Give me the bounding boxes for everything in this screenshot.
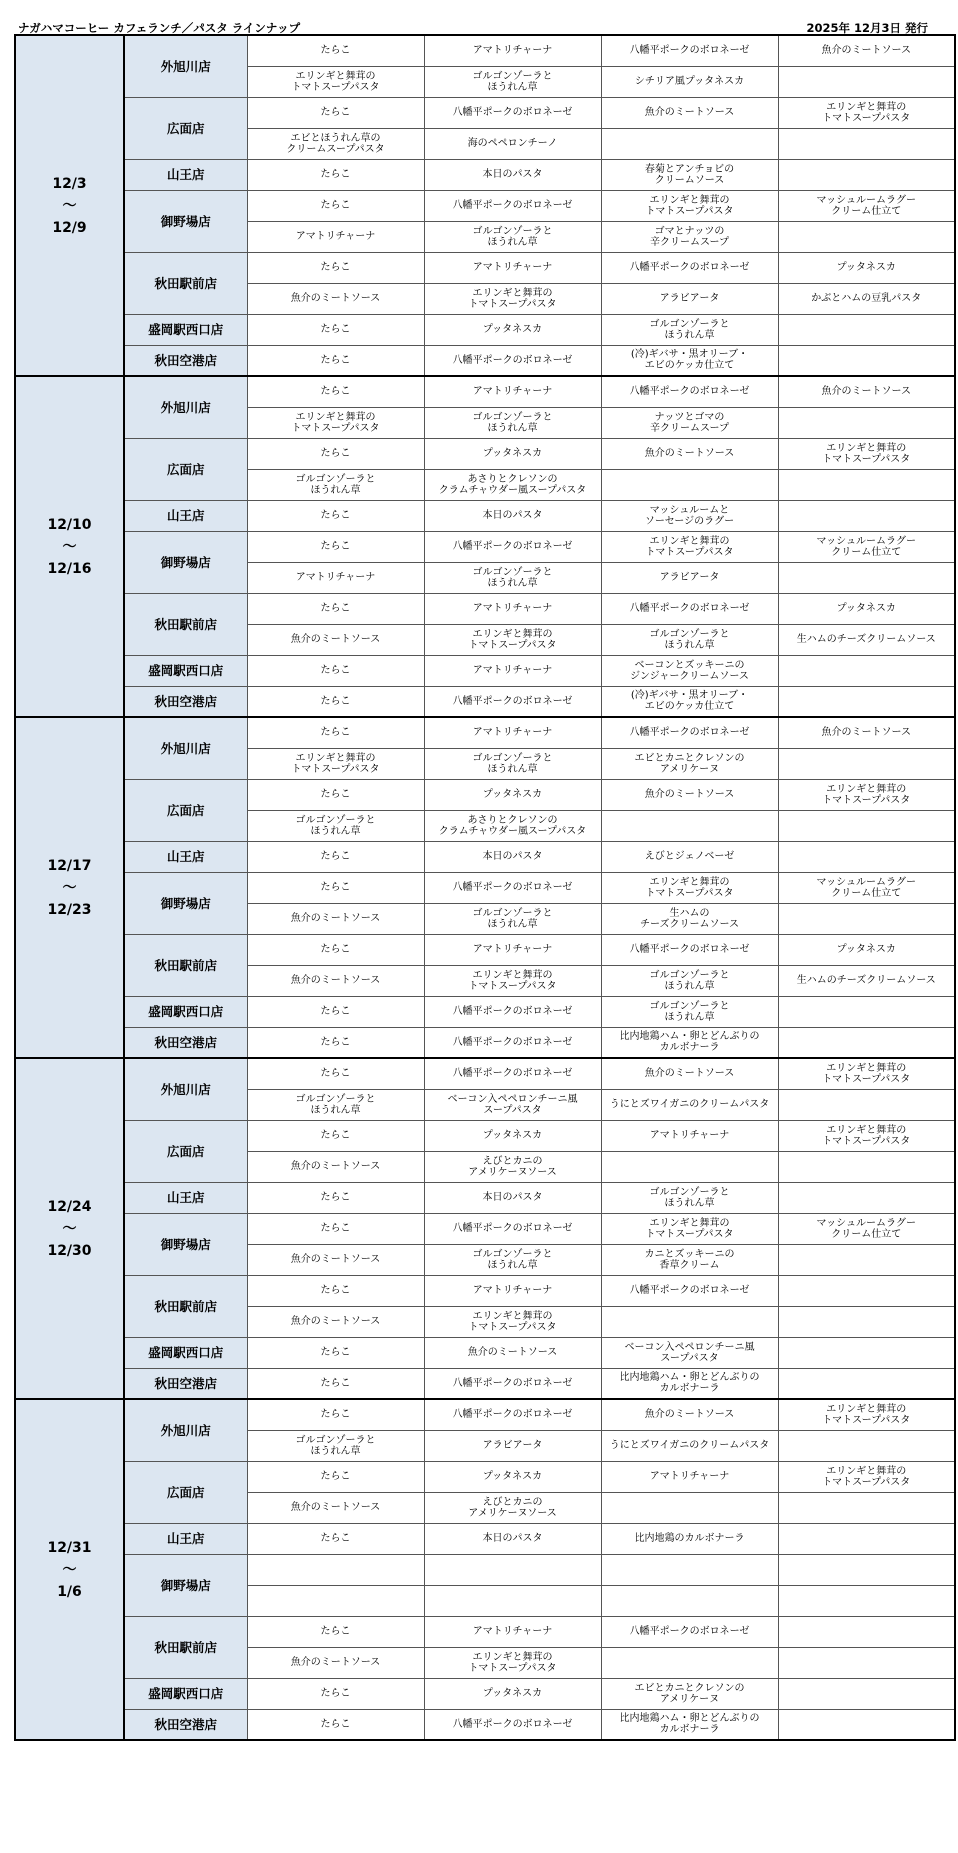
menu-item-cell: たらこ bbox=[247, 996, 424, 1027]
menu-item-cell: たらこ bbox=[247, 934, 424, 965]
menu-item-cell bbox=[778, 1151, 955, 1182]
menu-item-cell: アマトリチャーナ bbox=[424, 1275, 601, 1306]
table-row bbox=[15, 841, 955, 872]
menu-item-cell: 八幡平ポークのボロネーゼ bbox=[601, 934, 778, 965]
menu-item-cell: ゴルゴンゾーラと ほうれん草 bbox=[424, 66, 601, 97]
menu-item-cell bbox=[778, 1647, 955, 1678]
page-title: ナガハマコーヒー カフェランチ／パスタ ラインナップ bbox=[18, 21, 301, 35]
menu-item-cell: 八幡平ポークのボロネーゼ bbox=[424, 1027, 601, 1058]
menu-item-cell: 魚介のミートソース bbox=[247, 1492, 424, 1523]
menu-item-cell: 八幡平ポークのボロネーゼ bbox=[424, 1213, 601, 1244]
store-name: 広面店 bbox=[124, 1120, 247, 1182]
store-name: 盛岡駅西口店 bbox=[124, 996, 247, 1027]
store-name: 外旭川店 bbox=[124, 1399, 247, 1461]
store-name: 外旭川店 bbox=[124, 717, 247, 779]
menu-item-cell: 比内地鶏のカルボナーラ bbox=[601, 1523, 778, 1554]
menu-item-cell: プッタネスカ bbox=[424, 1120, 601, 1151]
menu-item-cell: 八幡平ポークのボロネーゼ bbox=[424, 345, 601, 376]
menu-item-cell: たらこ bbox=[247, 314, 424, 345]
menu-item-cell: 本日のパスタ bbox=[424, 500, 601, 531]
menu-item-cell: 魚介のミートソース bbox=[247, 1306, 424, 1337]
menu-item-cell: たらこ bbox=[247, 1399, 424, 1430]
menu-item-cell: 魚介のミートソース bbox=[601, 438, 778, 469]
menu-item-cell: たらこ bbox=[247, 1461, 424, 1492]
store-name: 秋田駅前店 bbox=[124, 1616, 247, 1678]
menu-item-cell: ゴルゴンゾーラと ほうれん草 bbox=[247, 1089, 424, 1120]
menu-item-cell: かぶとハムの豆乳パスタ bbox=[778, 283, 955, 314]
menu-item-cell: 生ハムのチーズクリームソース bbox=[778, 624, 955, 655]
store-name: 盛岡駅西口店 bbox=[124, 1337, 247, 1368]
store-name: 秋田駅前店 bbox=[124, 252, 247, 314]
menu-item-cell: えびとカニの アメリケーヌソース bbox=[424, 1151, 601, 1182]
menu-item-cell bbox=[778, 1275, 955, 1306]
menu-item-cell: ゴルゴンゾーラと ほうれん草 bbox=[424, 1244, 601, 1275]
table-row bbox=[15, 1027, 955, 1058]
table-row bbox=[15, 500, 955, 531]
menu-item-cell: 魚介のミートソース bbox=[247, 1151, 424, 1182]
store-name: 山王店 bbox=[124, 500, 247, 531]
menu-item-cell: エリンギと舞茸の トマトスープパスタ bbox=[424, 1306, 601, 1337]
menu-item-cell: 八幡平ポークのボロネーゼ bbox=[424, 190, 601, 221]
store-name: 盛岡駅西口店 bbox=[124, 1678, 247, 1709]
menu-item-cell: プッタネスカ bbox=[778, 593, 955, 624]
menu-item-cell: アマトリチャーナ bbox=[424, 655, 601, 686]
store-name: 秋田空港店 bbox=[124, 345, 247, 376]
menu-item-cell bbox=[778, 1554, 955, 1585]
store-name: 御野場店 bbox=[124, 1213, 247, 1275]
menu-item-cell: アマトリチャーナ bbox=[424, 593, 601, 624]
menu-item-cell: 比内地鶏ハム・卵とどんぶりの カルボナーラ bbox=[601, 1027, 778, 1058]
menu-item-cell: 八幡平ポークのボロネーゼ bbox=[424, 97, 601, 128]
menu-item-cell: うにとズワイガニのクリームパスタ bbox=[601, 1430, 778, 1461]
table-row bbox=[15, 314, 955, 345]
menu-item-cell bbox=[601, 810, 778, 841]
table-row bbox=[15, 1616, 955, 1647]
menu-item-cell: 生ハムのチーズクリームソース bbox=[778, 965, 955, 996]
menu-item-cell: ベーコンとズッキーニの ジンジャークリームソース bbox=[601, 655, 778, 686]
menu-item-cell: プッタネスカ bbox=[424, 314, 601, 345]
menu-item-cell: エビとカニとクレソンの アメリケーヌ bbox=[601, 1678, 778, 1709]
menu-item-cell: たらこ bbox=[247, 1058, 424, 1089]
menu-item-cell: 魚介のミートソース bbox=[601, 1399, 778, 1430]
period-label: 12/31 ～ 1/6 bbox=[15, 1399, 124, 1740]
menu-item-cell: ゴルゴンゾーラと ほうれん草 bbox=[247, 469, 424, 500]
store-name: 外旭川店 bbox=[124, 376, 247, 438]
menu-item-cell: プッタネスカ bbox=[424, 438, 601, 469]
table-row bbox=[15, 686, 955, 717]
table-row bbox=[15, 934, 955, 965]
table-row bbox=[15, 1554, 955, 1585]
menu-item-cell: たらこ bbox=[247, 438, 424, 469]
menu-item-cell: アラビアータ bbox=[601, 283, 778, 314]
menu-item-cell: たらこ bbox=[247, 1709, 424, 1740]
menu-item-cell: エリンギと舞茸の トマトスープパスタ bbox=[778, 97, 955, 128]
menu-item-cell: あさりとクレソンの クラムチャウダー風スープパスタ bbox=[424, 469, 601, 500]
menu-item-cell: 比内地鶏ハム・卵とどんぶりの カルボナーラ bbox=[601, 1368, 778, 1399]
menu-item-cell: ベーコン入ペペロンチーニ風 スープパスタ bbox=[424, 1089, 601, 1120]
period-label: 12/3 ～ 12/9 bbox=[15, 35, 124, 376]
menu-item-cell: たらこ bbox=[247, 376, 424, 407]
table-row bbox=[15, 1275, 955, 1306]
menu-item-cell: 八幡平ポークのボロネーゼ bbox=[424, 686, 601, 717]
table-row bbox=[15, 1399, 955, 1430]
menu-item-cell: たらこ bbox=[247, 1120, 424, 1151]
menu-item-cell: 魚介のミートソース bbox=[247, 1244, 424, 1275]
menu-item-cell: たらこ bbox=[247, 686, 424, 717]
menu-item-cell bbox=[247, 1554, 424, 1585]
menu-item-cell bbox=[778, 407, 955, 438]
menu-item-cell: 魚介のミートソース bbox=[247, 283, 424, 314]
menu-item-cell: アマトリチャーナ bbox=[247, 562, 424, 593]
menu-item-cell: エリンギと舞茸の トマトスープパスタ bbox=[778, 779, 955, 810]
menu-item-cell bbox=[601, 1306, 778, 1337]
menu-item-cell bbox=[601, 1554, 778, 1585]
menu-item-cell: たらこ bbox=[247, 159, 424, 190]
menu-item-cell bbox=[778, 1709, 955, 1740]
menu-item-cell: ゴルゴンゾーラと ほうれん草 bbox=[601, 624, 778, 655]
menu-item-cell: 春菊とアンチョビの クリームソース bbox=[601, 159, 778, 190]
store-name: 山王店 bbox=[124, 841, 247, 872]
menu-item-cell: 八幡平ポークのボロネーゼ bbox=[424, 531, 601, 562]
menu-item-cell: (冷)ギバサ・黒オリーブ・ エビのケッカ仕立て bbox=[601, 686, 778, 717]
menu-item-cell bbox=[601, 1647, 778, 1678]
menu-item-cell: ゴルゴンゾーラと ほうれん草 bbox=[247, 1430, 424, 1461]
menu-item-cell bbox=[778, 1244, 955, 1275]
menu-item-cell: うにとズワイガニのクリームパスタ bbox=[601, 1089, 778, 1120]
menu-item-cell: 本日のパスタ bbox=[424, 841, 601, 872]
menu-item-cell: 八幡平ポークのボロネーゼ bbox=[601, 1275, 778, 1306]
lineup-body bbox=[15, 35, 955, 1740]
period-label: 12/24 ～ 12/30 bbox=[15, 1058, 124, 1399]
menu-item-cell: たらこ bbox=[247, 1678, 424, 1709]
menu-item-cell bbox=[601, 1585, 778, 1616]
store-name: 広面店 bbox=[124, 779, 247, 841]
menu-item-cell: 魚介のミートソース bbox=[601, 779, 778, 810]
menu-item-cell bbox=[778, 1492, 955, 1523]
menu-item-cell bbox=[601, 1151, 778, 1182]
table-row bbox=[15, 1678, 955, 1709]
store-name: 御野場店 bbox=[124, 872, 247, 934]
menu-item-cell: エビとカニとクレソンの アメリケーヌ bbox=[601, 748, 778, 779]
menu-item-cell bbox=[778, 655, 955, 686]
period-label: 12/10 ～ 12/16 bbox=[15, 376, 124, 717]
menu-item-cell bbox=[778, 1585, 955, 1616]
menu-item-cell: たらこ bbox=[247, 1213, 424, 1244]
table-row bbox=[15, 531, 955, 562]
menu-item-cell: プッタネスカ bbox=[424, 779, 601, 810]
menu-item-cell: えびとジェノベーゼ bbox=[601, 841, 778, 872]
menu-item-cell: ゴルゴンゾーラと ほうれん草 bbox=[424, 748, 601, 779]
table-row bbox=[15, 872, 955, 903]
menu-item-cell: マッシュルームラグー クリーム仕立て bbox=[778, 190, 955, 221]
menu-item-cell: ゴルゴンゾーラと ほうれん草 bbox=[424, 903, 601, 934]
menu-item-cell: エリンギと舞茸の トマトスープパスタ bbox=[424, 1647, 601, 1678]
menu-item-cell: エリンギと舞茸の トマトスープパスタ bbox=[601, 1213, 778, 1244]
menu-item-cell: たらこ bbox=[247, 1182, 424, 1213]
table-row bbox=[15, 717, 955, 748]
menu-item-cell: アマトリチャーナ bbox=[601, 1120, 778, 1151]
table-row bbox=[15, 376, 955, 407]
table-row bbox=[15, 1337, 955, 1368]
menu-item-cell bbox=[778, 903, 955, 934]
menu-item-cell: エリンギと舞茸の トマトスープパスタ bbox=[778, 438, 955, 469]
menu-item-cell: エリンギと舞茸の トマトスープパスタ bbox=[424, 965, 601, 996]
menu-item-cell bbox=[247, 1585, 424, 1616]
menu-item-cell: たらこ bbox=[247, 779, 424, 810]
menu-item-cell: ゴルゴンゾーラと ほうれん草 bbox=[424, 221, 601, 252]
table-row bbox=[15, 345, 955, 376]
table-row bbox=[15, 1213, 955, 1244]
store-name: 御野場店 bbox=[124, 190, 247, 252]
menu-item-cell: えびとカニの アメリケーヌソース bbox=[424, 1492, 601, 1523]
menu-item-cell: たらこ bbox=[247, 1368, 424, 1399]
menu-item-cell: たらこ bbox=[247, 97, 424, 128]
store-name: 広面店 bbox=[124, 1461, 247, 1523]
store-name: 御野場店 bbox=[124, 1554, 247, 1616]
menu-item-cell: アマトリチャーナ bbox=[424, 1616, 601, 1647]
menu-item-cell: 魚介のミートソース bbox=[778, 376, 955, 407]
menu-item-cell: たらこ bbox=[247, 593, 424, 624]
table-row bbox=[15, 996, 955, 1027]
menu-item-cell: 魚介のミートソース bbox=[601, 1058, 778, 1089]
table-row bbox=[15, 190, 955, 221]
menu-item-cell: ゴルゴンゾーラと ほうれん草 bbox=[601, 314, 778, 345]
menu-item-cell bbox=[601, 469, 778, 500]
table-row bbox=[15, 35, 955, 66]
menu-item-cell: たらこ bbox=[247, 1616, 424, 1647]
menu-item-cell bbox=[778, 345, 955, 376]
menu-item-cell: 魚介のミートソース bbox=[247, 903, 424, 934]
menu-item-cell: たらこ bbox=[247, 1027, 424, 1058]
menu-item-cell: プッタネスカ bbox=[424, 1461, 601, 1492]
menu-item-cell: たらこ bbox=[247, 872, 424, 903]
menu-item-cell: プッタネスカ bbox=[424, 1678, 601, 1709]
table-row bbox=[15, 1709, 955, 1740]
store-name: 秋田駅前店 bbox=[124, 934, 247, 996]
menu-item-cell: エリンギと舞茸の トマトスープパスタ bbox=[247, 66, 424, 97]
table-row bbox=[15, 252, 955, 283]
menu-item-cell bbox=[778, 1337, 955, 1368]
store-name: 盛岡駅西口店 bbox=[124, 655, 247, 686]
menu-item-cell: 本日のパスタ bbox=[424, 159, 601, 190]
menu-item-cell: たらこ bbox=[247, 252, 424, 283]
menu-item-cell bbox=[778, 1523, 955, 1554]
table-row bbox=[15, 1120, 955, 1151]
menu-item-cell: シチリア風プッタネスカ bbox=[601, 66, 778, 97]
menu-item-cell bbox=[778, 748, 955, 779]
menu-item-cell: 八幡平ポークのボロネーゼ bbox=[424, 1399, 601, 1430]
menu-item-cell: 八幡平ポークのボロネーゼ bbox=[601, 252, 778, 283]
menu-item-cell: アマトリチャーナ bbox=[601, 1461, 778, 1492]
menu-item-cell: エリンギと舞茸の トマトスープパスタ bbox=[247, 407, 424, 438]
menu-item-cell bbox=[424, 1554, 601, 1585]
menu-item-cell: たらこ bbox=[247, 1337, 424, 1368]
menu-item-cell: マッシュルームラグー クリーム仕立て bbox=[778, 1213, 955, 1244]
table-row bbox=[15, 593, 955, 624]
store-name: 御野場店 bbox=[124, 531, 247, 593]
menu-item-cell bbox=[778, 841, 955, 872]
menu-item-cell: 本日のパスタ bbox=[424, 1523, 601, 1554]
menu-item-cell: ゴルゴンゾーラと ほうれん草 bbox=[424, 407, 601, 438]
store-name: 広面店 bbox=[124, 438, 247, 500]
menu-item-cell bbox=[601, 128, 778, 159]
menu-item-cell: アマトリチャーナ bbox=[424, 717, 601, 748]
table-row bbox=[15, 655, 955, 686]
store-name: 秋田空港店 bbox=[124, 1027, 247, 1058]
menu-item-cell: ゴルゴンゾーラと ほうれん草 bbox=[247, 810, 424, 841]
menu-item-cell: 八幡平ポークのボロネーゼ bbox=[424, 1368, 601, 1399]
menu-item-cell: アラビアータ bbox=[601, 562, 778, 593]
menu-item-cell: 生ハムの チーズクリームソース bbox=[601, 903, 778, 934]
menu-item-cell: たらこ bbox=[247, 841, 424, 872]
menu-item-cell: ゴルゴンゾーラと ほうれん草 bbox=[601, 996, 778, 1027]
menu-item-cell bbox=[778, 1678, 955, 1709]
store-name: 外旭川店 bbox=[124, 1058, 247, 1120]
menu-item-cell: 八幡平ポークのボロネーゼ bbox=[601, 717, 778, 748]
store-name: 秋田空港店 bbox=[124, 1368, 247, 1399]
store-name: 山王店 bbox=[124, 159, 247, 190]
table-row bbox=[15, 1461, 955, 1492]
menu-item-cell: 八幡平ポークのボロネーゼ bbox=[601, 593, 778, 624]
period-label: 12/17 ～ 12/23 bbox=[15, 717, 124, 1058]
table-row bbox=[15, 1058, 955, 1089]
menu-item-cell: 八幡平ポークのボロネーゼ bbox=[601, 35, 778, 66]
menu-item-cell: アマトリチャーナ bbox=[424, 252, 601, 283]
menu-item-cell bbox=[601, 1492, 778, 1523]
lineup-table bbox=[14, 34, 956, 1741]
menu-item-cell: エリンギと舞茸の トマトスープパスタ bbox=[424, 283, 601, 314]
store-name: 秋田空港店 bbox=[124, 1709, 247, 1740]
menu-item-cell: エリンギと舞茸の トマトスープパスタ bbox=[778, 1461, 955, 1492]
menu-item-cell: たらこ bbox=[247, 1523, 424, 1554]
table-row bbox=[15, 1523, 955, 1554]
menu-item-cell: たらこ bbox=[247, 531, 424, 562]
menu-item-cell: エリンギと舞茸の トマトスープパスタ bbox=[247, 748, 424, 779]
menu-item-cell: ベーコン入ペペロンチーニ風 スープパスタ bbox=[601, 1337, 778, 1368]
menu-item-cell: ゴルゴンゾーラと ほうれん草 bbox=[601, 965, 778, 996]
issue-date: 2025年 12月3日 発行 bbox=[806, 21, 928, 35]
menu-item-cell: アラビアータ bbox=[424, 1430, 601, 1461]
menu-item-cell: マッシュルームと ソーセージのラグー bbox=[601, 500, 778, 531]
menu-item-cell: ゴルゴンゾーラと ほうれん草 bbox=[424, 562, 601, 593]
menu-item-cell bbox=[778, 562, 955, 593]
menu-item-cell: ゴルゴンゾーラと ほうれん草 bbox=[601, 1182, 778, 1213]
menu-item-cell: アマトリチャーナ bbox=[424, 934, 601, 965]
menu-item-cell: 海のペペロンチーノ bbox=[424, 128, 601, 159]
menu-item-cell: 八幡平ポークのボロネーゼ bbox=[601, 1616, 778, 1647]
menu-item-cell: ナッツとゴマの 辛クリームスープ bbox=[601, 407, 778, 438]
menu-item-cell: たらこ bbox=[247, 345, 424, 376]
menu-item-cell bbox=[778, 1430, 955, 1461]
store-name: 秋田駅前店 bbox=[124, 1275, 247, 1337]
menu-item-cell: エリンギと舞茸の トマトスープパスタ bbox=[778, 1058, 955, 1089]
menu-item-cell: あさりとクレソンの クラムチャウダー風スープパスタ bbox=[424, 810, 601, 841]
menu-item-cell bbox=[778, 1182, 955, 1213]
table-row bbox=[15, 438, 955, 469]
store-name: 外旭川店 bbox=[124, 35, 247, 97]
menu-item-cell: アマトリチャーナ bbox=[424, 376, 601, 407]
menu-item-cell: 八幡平ポークのボロネーゼ bbox=[601, 376, 778, 407]
menu-item-cell bbox=[778, 810, 955, 841]
menu-item-cell: アマトリチャーナ bbox=[424, 35, 601, 66]
menu-item-cell bbox=[778, 469, 955, 500]
menu-item-cell bbox=[778, 1616, 955, 1647]
menu-item-cell: 魚介のミートソース bbox=[778, 35, 955, 66]
menu-item-cell: エリンギと舞茸の トマトスープパスタ bbox=[601, 190, 778, 221]
menu-item-cell: 八幡平ポークのボロネーゼ bbox=[424, 1058, 601, 1089]
menu-item-cell bbox=[778, 314, 955, 345]
table-row bbox=[15, 159, 955, 190]
menu-item-cell bbox=[778, 221, 955, 252]
menu-item-cell: 魚介のミートソース bbox=[424, 1337, 601, 1368]
menu-item-cell: 本日のパスタ bbox=[424, 1182, 601, 1213]
menu-item-cell: たらこ bbox=[247, 35, 424, 66]
menu-item-cell: 魚介のミートソース bbox=[247, 624, 424, 655]
store-name: 広面店 bbox=[124, 97, 247, 159]
menu-item-cell: 八幡平ポークのボロネーゼ bbox=[424, 1709, 601, 1740]
menu-item-cell: たらこ bbox=[247, 1275, 424, 1306]
table-row bbox=[15, 1182, 955, 1213]
menu-item-cell: エリンギと舞茸の トマトスープパスタ bbox=[778, 1399, 955, 1430]
menu-item-cell: 魚介のミートソース bbox=[247, 1647, 424, 1678]
menu-item-cell: ゴマとナッツの 辛クリームスープ bbox=[601, 221, 778, 252]
menu-item-cell: 比内地鶏ハム・卵とどんぶりの カルボナーラ bbox=[601, 1709, 778, 1740]
store-name: 秋田駅前店 bbox=[124, 593, 247, 655]
menu-item-cell: エリンギと舞茸の トマトスープパスタ bbox=[778, 1120, 955, 1151]
menu-item-cell: たらこ bbox=[247, 655, 424, 686]
menu-item-cell: プッタネスカ bbox=[778, 252, 955, 283]
menu-item-cell: たらこ bbox=[247, 717, 424, 748]
menu-item-cell: 八幡平ポークのボロネーゼ bbox=[424, 996, 601, 1027]
table-row bbox=[15, 97, 955, 128]
menu-item-cell: カニとズッキーニの 香草クリーム bbox=[601, 1244, 778, 1275]
menu-item-cell: たらこ bbox=[247, 190, 424, 221]
store-name: 山王店 bbox=[124, 1523, 247, 1554]
menu-item-cell bbox=[424, 1585, 601, 1616]
menu-item-cell: (冷)ギバサ・黒オリーブ・ エビのケッカ仕立て bbox=[601, 345, 778, 376]
menu-item-cell bbox=[778, 1027, 955, 1058]
menu-item-cell bbox=[778, 996, 955, 1027]
store-name: 盛岡駅西口店 bbox=[124, 314, 247, 345]
menu-item-cell: マッシュルームラグー クリーム仕立て bbox=[778, 872, 955, 903]
menu-item-cell bbox=[778, 159, 955, 190]
table-row bbox=[15, 779, 955, 810]
menu-item-cell bbox=[778, 686, 955, 717]
menu-item-cell: マッシュルームラグー クリーム仕立て bbox=[778, 531, 955, 562]
menu-item-cell: 魚介のミートソース bbox=[601, 97, 778, 128]
store-name: 山王店 bbox=[124, 1182, 247, 1213]
menu-item-cell: エリンギと舞茸の トマトスープパスタ bbox=[424, 624, 601, 655]
menu-item-cell: エリンギと舞茸の トマトスープパスタ bbox=[601, 872, 778, 903]
menu-item-cell: 魚介のミートソース bbox=[247, 965, 424, 996]
menu-item-cell bbox=[778, 1368, 955, 1399]
table-row bbox=[15, 1368, 955, 1399]
menu-item-cell bbox=[778, 1306, 955, 1337]
menu-item-cell bbox=[778, 1089, 955, 1120]
menu-item-cell: たらこ bbox=[247, 500, 424, 531]
menu-item-cell: 魚介のミートソース bbox=[778, 717, 955, 748]
menu-item-cell: プッタネスカ bbox=[778, 934, 955, 965]
store-name: 秋田空港店 bbox=[124, 686, 247, 717]
menu-item-cell bbox=[778, 500, 955, 531]
menu-item-cell: 八幡平ポークのボロネーゼ bbox=[424, 872, 601, 903]
menu-item-cell bbox=[778, 66, 955, 97]
menu-item-cell: エビとほうれん草の クリームスープパスタ bbox=[247, 128, 424, 159]
menu-item-cell bbox=[778, 128, 955, 159]
menu-item-cell: アマトリチャーナ bbox=[247, 221, 424, 252]
menu-item-cell: エリンギと舞茸の トマトスープパスタ bbox=[601, 531, 778, 562]
